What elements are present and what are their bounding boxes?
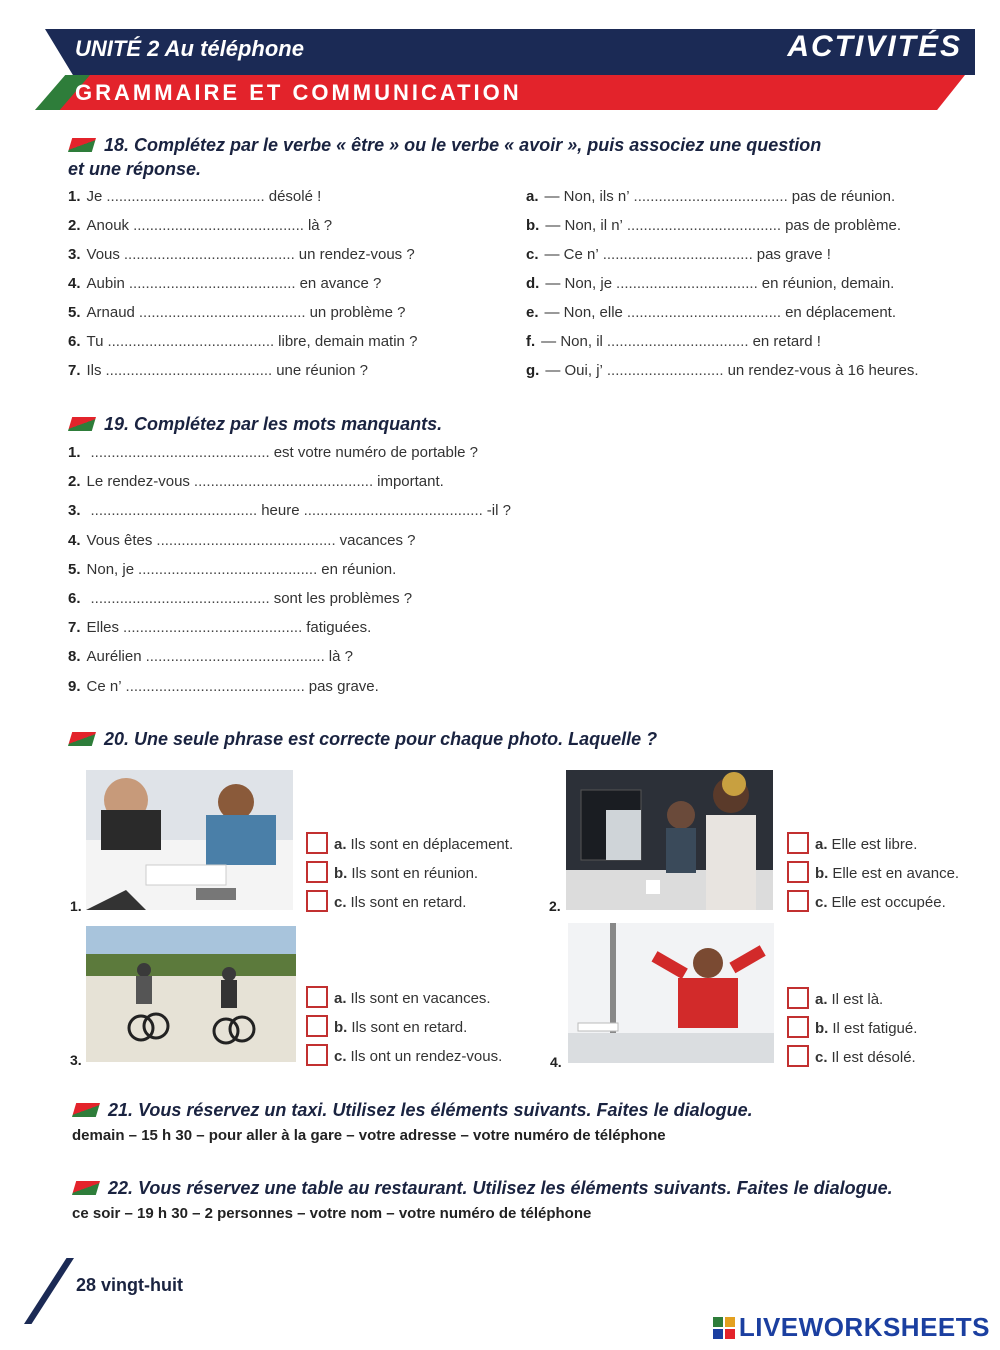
exercise-line	[68, 188, 321, 205]
item-text: là ?	[328, 648, 353, 666]
item-number: 6.	[68, 333, 81, 350]
item-number: 4.	[68, 531, 81, 549]
exercise-line	[68, 532, 424, 549]
exercise-line	[68, 561, 404, 578]
blank-field[interactable]: ........................................	[107, 333, 275, 350]
exercise-line	[68, 590, 420, 607]
item-text: pas de problème.	[785, 217, 901, 234]
answer-option[interactable]	[306, 890, 466, 912]
exercise-line	[68, 473, 452, 490]
item-text: Le rendez-vous	[86, 473, 190, 491]
answer-checkbox[interactable]	[787, 890, 809, 912]
answer-checkbox[interactable]	[306, 1044, 328, 1066]
exercise-line	[68, 362, 368, 379]
blank-field[interactable]: ...........................................	[156, 531, 336, 549]
item-text: Anouk	[86, 217, 130, 234]
flag-icon	[68, 732, 96, 746]
option-letter: a.	[815, 836, 828, 853]
option-letter: a.	[815, 991, 828, 1008]
item-text: est votre numéro de portable ?	[273, 444, 479, 461]
item-text: pas grave.	[308, 677, 379, 695]
blank-field[interactable]: ..................................	[606, 333, 749, 350]
exercise-line	[68, 246, 415, 263]
option-text: Il est fatigué.	[832, 1020, 918, 1037]
activites-label: ACTIVITÉS	[787, 30, 962, 63]
blank-field[interactable]: ....................................	[602, 246, 753, 263]
blank-field[interactable]: ...........................................	[138, 560, 318, 578]
item-text: Ce n’	[86, 677, 122, 695]
item-number: 5.	[68, 304, 81, 321]
blank-field[interactable]: ...........................................	[90, 590, 270, 607]
item-text: un rendez-vous ?	[298, 246, 415, 263]
item-number: b.	[526, 217, 540, 234]
item-number: 1.	[68, 444, 81, 461]
item-text: heure	[261, 502, 300, 520]
item-text: fatiguées.	[306, 619, 372, 637]
flag-icon	[72, 1103, 100, 1117]
ex20-title: 20. Une seule phrase est correcte pour chaque photo. Laquelle ?	[68, 727, 657, 751]
item-text: — Non, elle	[544, 304, 623, 321]
answer-option[interactable]	[787, 861, 959, 883]
item-text: désolé !	[268, 188, 322, 205]
option-letter: b.	[815, 1020, 829, 1037]
answer-checkbox[interactable]	[306, 986, 328, 1008]
option-letter: c.	[815, 1049, 828, 1066]
item-text: pas de réunion.	[791, 188, 896, 205]
item-number: c.	[526, 246, 539, 263]
answer-option[interactable]	[306, 832, 513, 854]
option-text: Ils sont en réunion.	[351, 865, 479, 882]
item-number: 2.	[68, 473, 81, 491]
item-number: a.	[526, 188, 539, 205]
page-number: 28 vingt-huit	[76, 1275, 183, 1295]
exercise-line	[68, 333, 417, 350]
exercise-line	[526, 275, 894, 292]
photo-number: 2.	[549, 898, 561, 914]
section-title: GRAMMAIRE ET COMMUNICATION	[75, 80, 522, 105]
option-text: Ils sont en déplacement.	[350, 836, 514, 853]
option-text: Il est désolé.	[831, 1049, 916, 1066]
option-text: Elle est en avance.	[832, 865, 960, 882]
ex22-title: 22. Vous réservez une table au restaurant. Utilisez les éléments suivants. Faites le dialogue.	[72, 1176, 893, 1200]
exercise-line	[68, 502, 511, 519]
item-text: un rendez-vous à 16 heures.	[727, 362, 919, 379]
answer-option[interactable]	[787, 890, 946, 912]
photo-meeting	[86, 770, 293, 910]
item-number: f.	[526, 333, 536, 350]
answer-checkbox[interactable]	[787, 1016, 809, 1038]
page-corner-stripe	[24, 1258, 74, 1324]
flag-icon	[72, 1181, 100, 1195]
item-text: — Non, ils n’	[544, 188, 630, 205]
ex18-title: 18. Complétez par le verbe « être » ou le verbe « avoir », puis associez une question et une réponse.	[68, 135, 822, 179]
item-text: -il ?	[486, 502, 511, 520]
photo-number: 3.	[70, 1052, 82, 1068]
option-letter: a.	[334, 836, 347, 853]
item-text: Tu	[86, 333, 104, 350]
exercise-line	[68, 304, 406, 321]
exercise-line	[526, 246, 831, 263]
item-text: en déplacement.	[785, 304, 897, 321]
item-text: — Oui, j’	[545, 362, 603, 379]
blank-field[interactable]: ...........................................	[303, 502, 483, 520]
answer-option[interactable]	[787, 832, 917, 854]
option-letter: c.	[334, 1048, 347, 1065]
answer-option[interactable]	[306, 1015, 467, 1037]
answer-option[interactable]	[306, 1044, 502, 1066]
option-text: Ils sont en retard.	[350, 894, 467, 911]
exercise-line	[526, 362, 919, 379]
item-text: — Ce n’	[544, 246, 599, 263]
blank-field[interactable]: ...........................................	[123, 619, 303, 637]
exercise-line	[68, 444, 486, 461]
blank-field[interactable]: .....................................	[633, 188, 788, 205]
blank-field[interactable]: ......................................	[106, 188, 265, 205]
option-text: Ils sont en retard.	[351, 1019, 468, 1036]
item-text: Aubin	[86, 275, 125, 292]
blank-field[interactable]: ..................................	[616, 275, 758, 292]
item-text: en réunion, demain.	[761, 275, 895, 292]
answer-checkbox[interactable]	[306, 861, 328, 883]
item-text: en avance ?	[299, 275, 382, 292]
item-text: Arnaud	[86, 304, 135, 321]
liveworksheets-logo-icon	[713, 1317, 735, 1339]
item-text: important.	[377, 473, 444, 491]
answer-checkbox[interactable]	[787, 861, 809, 883]
item-number: 1.	[68, 188, 81, 205]
exercise-line	[68, 648, 361, 665]
item-number: 5.	[68, 560, 81, 578]
blank-field[interactable]: ............................	[606, 362, 724, 379]
item-text: Ils	[86, 362, 102, 379]
exercise-line	[526, 188, 895, 205]
item-number: 4.	[68, 275, 81, 292]
blank-field[interactable]: .....................................	[626, 304, 782, 321]
item-text: Non, je	[86, 560, 135, 578]
item-number: 7.	[68, 362, 81, 379]
item-number: e.	[526, 304, 539, 321]
exercise-line	[526, 333, 821, 350]
exercise-line	[68, 678, 387, 695]
item-number: 6.	[68, 590, 81, 607]
ex21-title: 21. Vous réservez un taxi. Utilisez les éléments suivants. Faites le dialogue.	[72, 1098, 753, 1122]
option-letter: b.	[334, 865, 348, 882]
item-text: Vous êtes	[86, 531, 153, 549]
answer-option[interactable]	[787, 1045, 916, 1067]
item-number: d.	[526, 275, 540, 292]
photo-number: 1.	[70, 898, 82, 914]
option-text: Elle est occupée.	[831, 894, 946, 911]
option-letter: a.	[334, 990, 347, 1007]
item-text: — Non, il n’	[545, 217, 623, 234]
item-text: une réunion ?	[276, 362, 368, 379]
exercise-line	[68, 275, 381, 292]
item-number: 3.	[68, 246, 81, 263]
item-text: vacances ?	[339, 531, 416, 549]
photo-tired-man	[568, 923, 774, 1063]
flag-icon	[68, 417, 96, 431]
item-text: Elles	[86, 619, 120, 637]
blank-field[interactable]: ...........................................	[193, 473, 374, 491]
blank-field[interactable]: .........................................	[123, 246, 295, 263]
item-text: pas grave !	[756, 246, 831, 263]
item-text: sont les problèmes ?	[273, 590, 413, 607]
answer-checkbox[interactable]	[306, 890, 328, 912]
item-number: 2.	[68, 217, 81, 234]
item-text: libre, demain matin ?	[278, 333, 418, 350]
item-number: 8.	[68, 648, 81, 666]
item-text: là ?	[307, 217, 333, 234]
ex21-elements: demain – 15 h 30 – pour aller à la gare – votre adresse – votre numéro de téléphone	[72, 1127, 666, 1144]
answer-option[interactable]	[306, 986, 491, 1008]
unit-title: UNITÉ 2 Au téléphone	[75, 36, 304, 61]
ex19-title: 19. Complétez par les mots manquants.	[68, 412, 442, 436]
option-letter: c.	[334, 894, 347, 911]
blank-field[interactable]: .........................................	[133, 217, 304, 234]
photo-cyclists	[86, 926, 296, 1062]
blank-field[interactable]: ...........................................	[90, 444, 270, 461]
exercise-line	[68, 619, 379, 636]
blank-field[interactable]: ........................................	[128, 275, 296, 292]
answer-option[interactable]	[787, 1016, 917, 1038]
answer-option[interactable]	[787, 987, 883, 1009]
item-text: Vous	[86, 246, 120, 263]
exercise-line	[68, 217, 332, 234]
exercise-line	[526, 304, 896, 321]
item-number: 9.	[68, 677, 81, 695]
answer-checkbox[interactable]	[306, 1015, 328, 1037]
option-text: Elle est libre.	[831, 836, 918, 853]
item-text: un problème ?	[309, 304, 406, 321]
option-text: Il est là.	[831, 991, 884, 1008]
answer-checkbox[interactable]	[787, 1045, 809, 1067]
liveworksheets-logo[interactable]: LIVEWORKSHEETS	[713, 1312, 990, 1343]
item-text: en retard !	[752, 333, 821, 350]
option-letter: b.	[815, 865, 829, 882]
photo-office	[566, 770, 773, 910]
blank-field[interactable]: ...........................................	[125, 677, 305, 695]
option-letter: b.	[334, 1019, 348, 1036]
item-number: 3.	[68, 502, 81, 520]
item-number: 7.	[68, 619, 81, 637]
answer-checkbox[interactable]	[787, 987, 809, 1009]
blank-field[interactable]: .....................................	[626, 217, 782, 234]
item-text: — Non, je	[545, 275, 613, 292]
item-text: Aurélien	[86, 648, 142, 666]
ex22-elements: ce soir – 19 h 30 – 2 personnes – votre nom – votre numéro de téléphone	[72, 1205, 592, 1222]
flag-icon	[68, 138, 96, 152]
answer-option[interactable]	[306, 861, 478, 883]
option-text: Ils ont un rendez-vous.	[350, 1048, 503, 1065]
blank-field[interactable]: ...........................................	[145, 648, 325, 666]
answer-checkbox[interactable]	[787, 832, 809, 854]
photo-number: 4.	[550, 1054, 562, 1070]
item-text: Je	[86, 188, 103, 205]
option-text: Ils sont en vacances.	[350, 990, 491, 1007]
blank-field[interactable]: ........................................	[90, 502, 258, 520]
item-number: g.	[526, 362, 540, 379]
blank-field[interactable]: ........................................	[138, 304, 306, 321]
blank-field[interactable]: ........................................	[105, 362, 273, 379]
item-text: — Non, il	[541, 333, 603, 350]
item-text: en réunion.	[321, 560, 397, 578]
answer-checkbox[interactable]	[306, 832, 328, 854]
exercise-line	[526, 217, 901, 234]
option-letter: c.	[815, 894, 828, 911]
